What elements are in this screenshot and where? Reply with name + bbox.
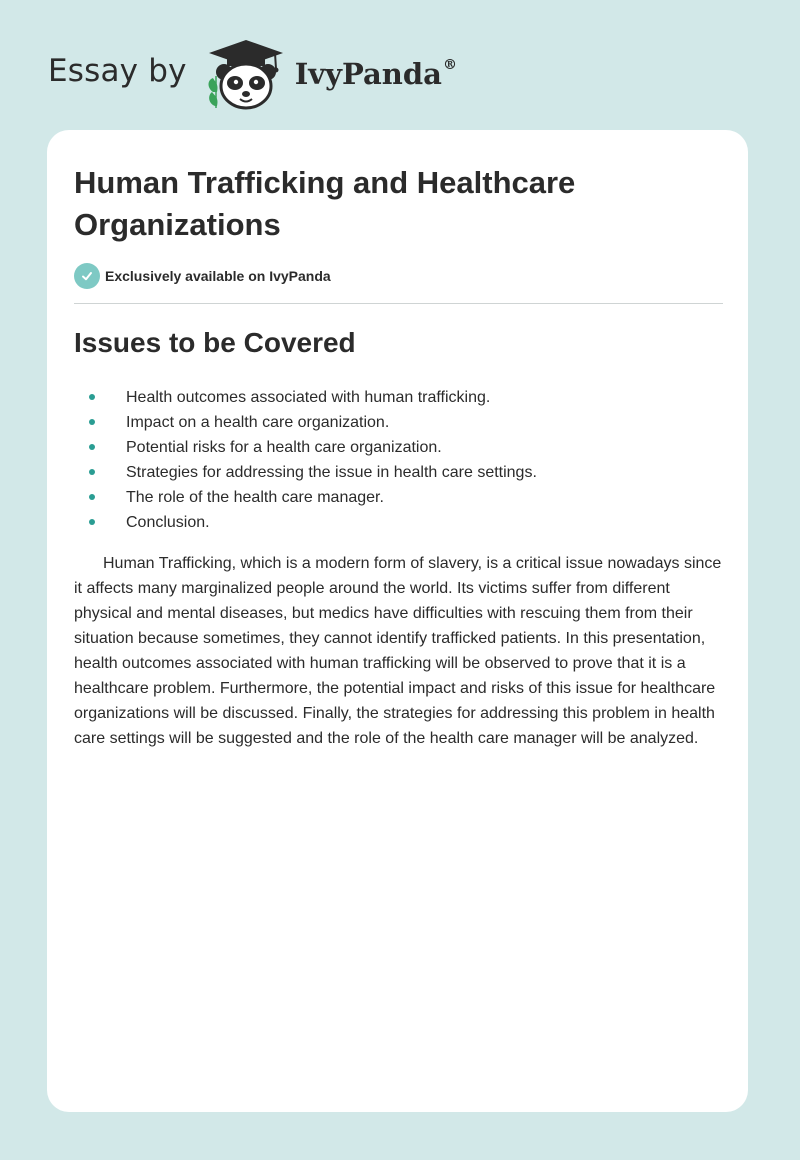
check-circle-icon <box>74 263 100 289</box>
title-divider <box>74 303 723 304</box>
bullet-dot-icon <box>89 394 95 400</box>
issues-list <box>74 385 537 535</box>
brand-name[interactable] <box>295 57 457 91</box>
list-item-text: Strategies for addressing the issue in health care settings. <box>126 464 537 481</box>
intro-paragraph: Human Trafficking, which is a modern form of slavery, is a critical issue nowadays since it affects many marginalized people around the world. Its victims suffer from different physical and mental diseases, but medics have difficulties with rescuing them from their situation because sometimes, they cannot identify trafficked patients. In this presentation, health outcomes associated with human trafficking will be observed to prove that it is a healthcare problem. Furthermore, the potential impact and risks of this issue for healthcare organizations will be discussed. Finally, the strategies for addressing this problem in health care settings will be suggested and the role of the health care manager will be analyzed. <box>74 555 722 747</box>
bullet-dot-icon <box>89 519 95 525</box>
section-heading: Issues to be Covered <box>74 327 356 358</box>
list-item-text: Health outcomes associated with human trafficking. <box>126 389 491 406</box>
list-item <box>74 435 537 460</box>
list-item <box>74 460 537 485</box>
exclusive-badge <box>74 263 331 289</box>
bullet-dot-icon <box>89 444 95 450</box>
list-item <box>74 510 537 535</box>
bullet-dot-icon <box>89 469 95 475</box>
list-item-text: Conclusion. <box>126 514 210 531</box>
list-item <box>74 410 537 435</box>
exclusive-badge-label: Exclusively available on IvyPanda <box>105 268 331 284</box>
registered-mark: ® <box>442 57 457 74</box>
list-item-text: The role of the health care manager. <box>126 489 384 506</box>
panda-graduation-cap-logo-icon[interactable] <box>203 36 289 112</box>
list-item-text: Impact on a health care organization. <box>126 414 390 431</box>
essay-card <box>47 130 748 1112</box>
list-item <box>74 385 537 410</box>
bullet-dot-icon <box>89 494 95 500</box>
site-header <box>48 36 457 112</box>
essay-by-label: Essay by <box>48 53 187 89</box>
list-item-text: Potential risks for a health care organization. <box>126 439 442 456</box>
page-title: Human Trafficking and Healthcare Organizations <box>74 165 576 242</box>
bullet-dot-icon <box>89 419 95 425</box>
ivy-leaf-icon <box>208 76 217 108</box>
brand-name-text: IvyPanda <box>294 57 442 91</box>
list-item <box>74 485 537 510</box>
